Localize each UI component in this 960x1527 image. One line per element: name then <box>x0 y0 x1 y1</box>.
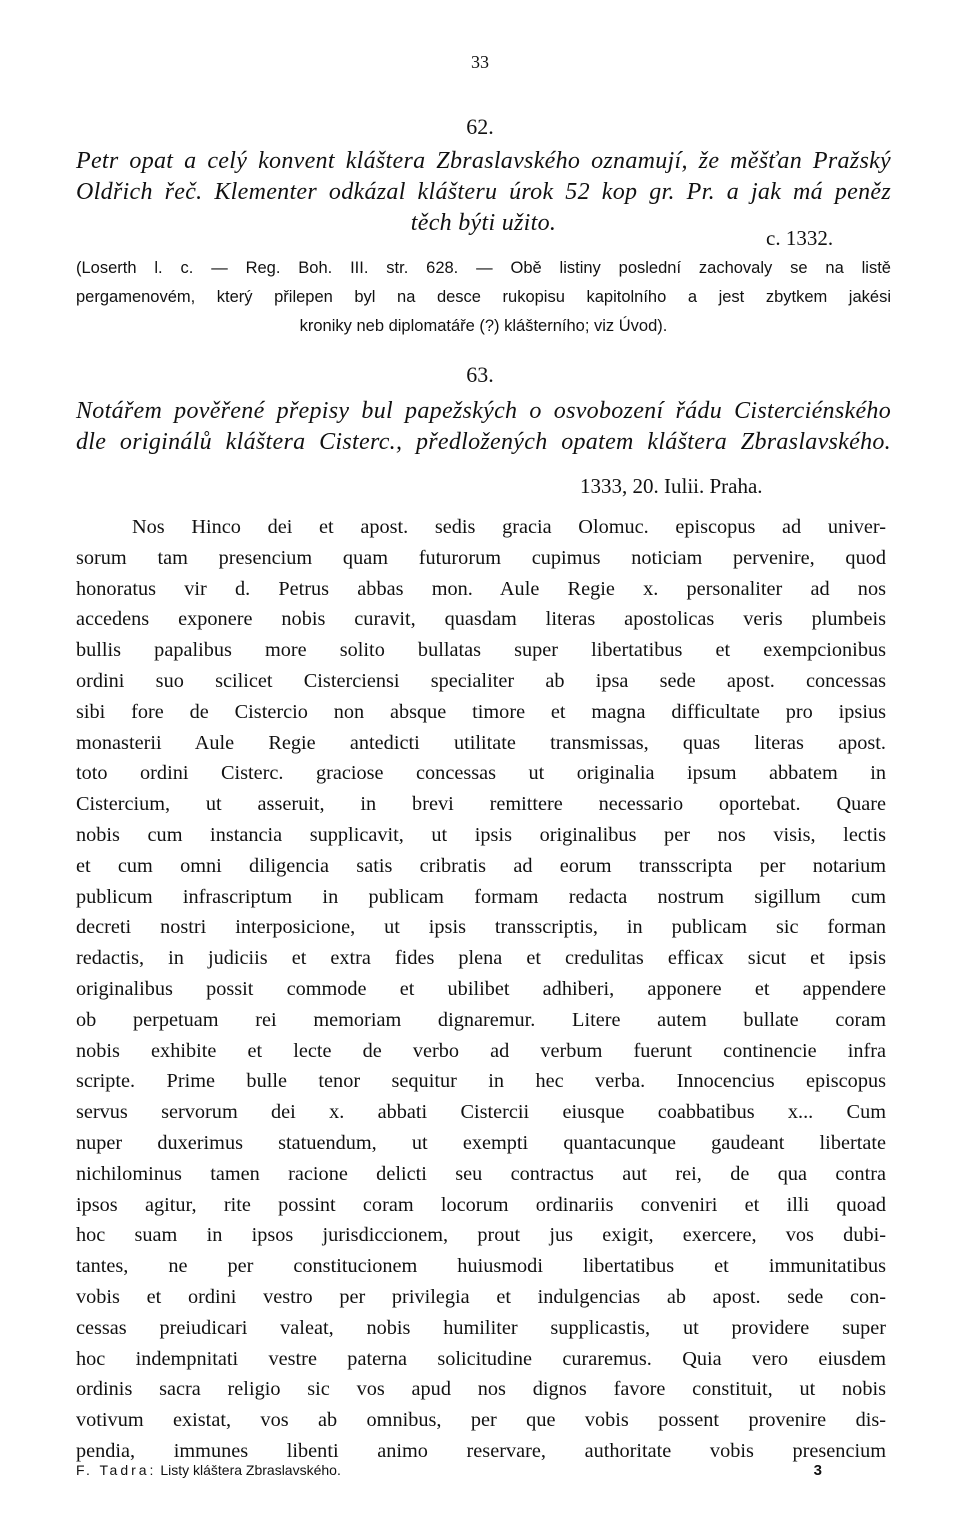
page-footer <box>76 1462 886 1478</box>
body-line: redactis, in judiciis et extra fides plena et credulitas efficax sicut et ipsis <box>76 947 886 970</box>
document-date-62: c. 1332. <box>766 226 834 250</box>
document-number-63: 63. <box>466 362 494 387</box>
body-line: servus servorum dei x. abbati Cistercii eiusque coabbatibus x... Cum <box>76 1101 886 1124</box>
body-line: Nos Hinco dei et apost. sedis gracia Olomuc. episcopus ad univer- <box>132 516 886 538</box>
body-line: ordinis sacra religio sic vos apud nos dignos favore constituit, ut nobis <box>76 1378 886 1401</box>
title-line: Notářem pověřené přepisy bul papežských o osvobození řádu Cisterciénského <box>76 398 891 424</box>
document-number-62: 62. <box>466 114 494 139</box>
title-line: Oldřich řeč. Klementer odkázal klášteru úrok 52 kop gr. Pr. a jak má peněz <box>76 179 891 205</box>
body-line: publicum infrascriptum in publicam formam redacta nostrum sigillum cum <box>76 885 886 908</box>
page-number: 33 <box>471 52 489 72</box>
body-line: et cum omni diligencia satis cribratis ad eorum transscripta per notarium <box>76 854 886 877</box>
body-line: hoc indempnitati vestre paterna solicitudine curaremus. Quia vero eiusdem <box>76 1347 886 1370</box>
body-line: originalibus possit commode et ubilibet adhiberi, apponere et appendere <box>76 977 886 1000</box>
note-line: pergamenovém, který přilepen byl na desce rukopisu kapitolního a jest zbytkem jakési <box>76 288 891 306</box>
body-line: ob perpetuam rei memoriam dignaremur. Litere autem bullate coram <box>76 1008 886 1031</box>
document-body-63 <box>76 512 886 1467</box>
body-line: monasterii Aule Regie antedicti utilitate transmissas, quas literas apost. <box>76 731 886 754</box>
body-line: pendia, immunes libenti animo reservare, authoritate vobis presencium <box>76 1439 886 1462</box>
title-line: Petr opat a celý konvent kláštera Zbraslavského oznamují, že měšťan Pražský <box>76 148 891 174</box>
body-line: toto ordini Cisterc. graciose concessas ut originalia ipsum abbatem in <box>76 762 886 785</box>
note-line: kroniky neb diplomatáře (?) klášterního; viz Úvod). <box>299 317 668 335</box>
body-line: ordini suo scilicet Cisterciensi specialiter ab ipsa sede apost. concessas <box>76 669 886 692</box>
body-line: nobis cum instancia supplicavit, ut ipsis originalibus per nos visis, lectis <box>76 823 886 846</box>
body-line: tantes, ne per constitucionem huiusmodi libertatibus et immunitatibus <box>76 1255 886 1278</box>
body-line: sorum tam presencium quam futurorum cupimus noticiam pervenire, quod <box>76 546 886 569</box>
body-line: nichilominus tamen racione delicti seu contractus aut rei, de qua contra <box>76 1162 886 1185</box>
body-line: votivum existat, vos ab omnibus, per que vobis possent provenire dis- <box>76 1409 886 1432</box>
source-note-62 <box>76 254 891 341</box>
body-line: accedens exponere nobis curavit, quasdam literas apostolicas veris plumbeis <box>76 608 886 631</box>
body-line: bullis papalibus more solito bullatas super libertatibus et exempcionibus <box>76 639 886 662</box>
title-line: dle originálů kláštera Cisterc., předložených opatem kláštera Zbraslavského. <box>76 429 891 455</box>
footer-book-title: Listy kláštera Zbraslavského. <box>160 1462 341 1478</box>
body-line: ipsos agitur, rite possint coram locorum ordinariis conveniri et illi quoad <box>76 1193 886 1216</box>
document-date-63: 1333, 20. Iulii. Praha. <box>580 474 763 498</box>
body-line: hoc suam in ipsos jurisdiccionem, prout jus exigit, exercere, vos dubi- <box>76 1224 886 1247</box>
body-line: nobis exhibite et lecte de verbo ad verbum fuerunt continencie infra <box>76 1039 886 1062</box>
document-title-63 <box>76 396 891 458</box>
title-line: těch býti užito. <box>410 210 557 236</box>
note-line: (Loserth l. c. — Reg. Boh. III. str. 628. — Obě listiny poslední zachovaly se na listě <box>76 259 891 277</box>
signature-mark: 3 <box>813 1462 822 1479</box>
body-line: cessas preiudicari valeat, nobis humiliter supplicastis, ut providere super <box>76 1316 886 1339</box>
body-line: honoratus vir d. Petrus abbas mon. Aule Regie x. personaliter ad nos <box>76 577 886 600</box>
body-line: nuper duxerimus statuendum, ut exempti quantacunque gaudeant libertate <box>76 1131 886 1154</box>
body-line: vobis et ordini vestro per privilegia et indulgencias ab apost. sede con- <box>76 1285 886 1308</box>
body-line: decreti nostri interposicione, ut ipsis transscriptis, in publicam sic forman <box>76 916 886 939</box>
body-line: Cistercium, ut asseruit, in brevi remittere necessario oportebat. Quare <box>76 793 886 816</box>
body-line: sibi fore de Cistercio non absque timore et magna difficultate pro ipsius <box>76 700 886 723</box>
body-line: scripte. Prime bulle tenor sequitur in hec verba. Innocencius episcopus <box>76 1070 886 1093</box>
footer-author: F. Tadra: <box>76 1462 157 1478</box>
